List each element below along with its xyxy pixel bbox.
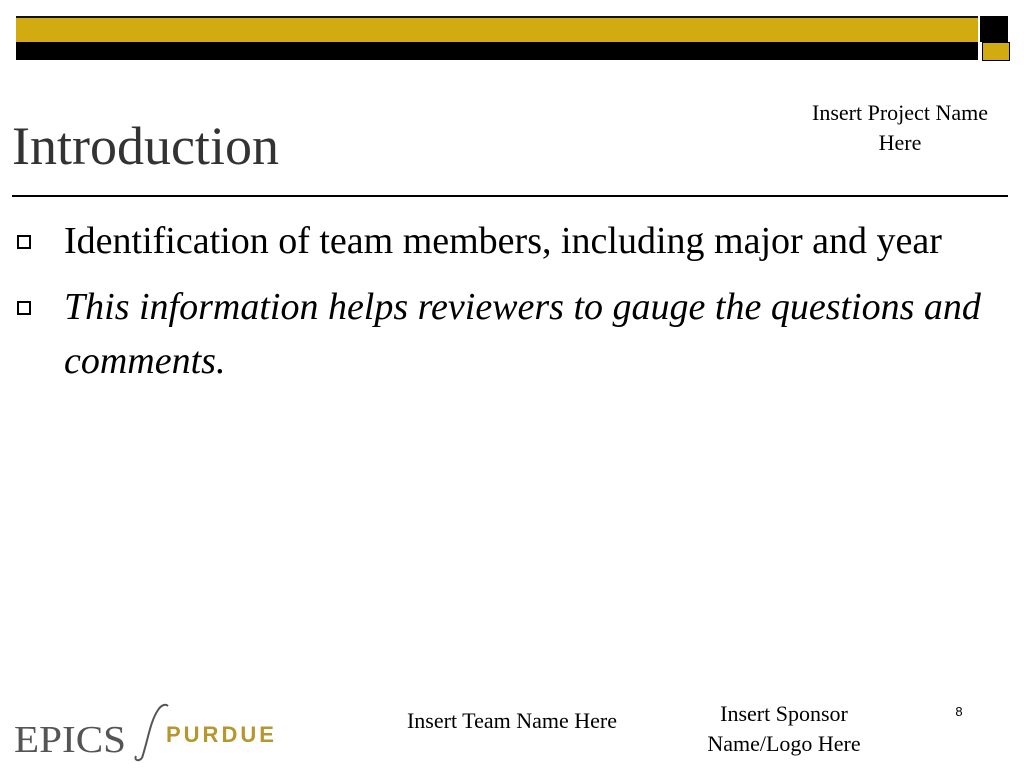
title-divider [12,195,1008,197]
project-name-placeholder: Insert Project Name Here [812,100,988,155]
logo-purdue-text: PURDUE [166,722,277,747]
bullet-list [14,214,994,400]
epics-purdue-logo [14,700,284,766]
bullet-item [14,280,994,388]
bullet-text: This information helps reviewers to gauge the questions and comments. [64,286,981,382]
header-black-bar [16,42,978,60]
header-gold-square [982,42,1010,61]
logo-swash-icon [135,705,168,760]
team-name-placeholder: Insert Team Name Here [406,708,617,733]
page-number: 8 [955,704,963,719]
bullet-text: Identification of team members, including major and year [64,220,942,262]
sponsor-placeholder: Insert Sponsor Name/Logo Here [707,701,861,756]
logo-epics-text: EPICS [14,719,126,761]
square-bullet-icon [17,235,31,249]
bullet-item [14,214,994,268]
header-black-square [980,16,1008,42]
slide-title: Introduction [12,116,279,176]
header-gold-bar [16,16,978,44]
square-bullet-icon [17,301,31,315]
